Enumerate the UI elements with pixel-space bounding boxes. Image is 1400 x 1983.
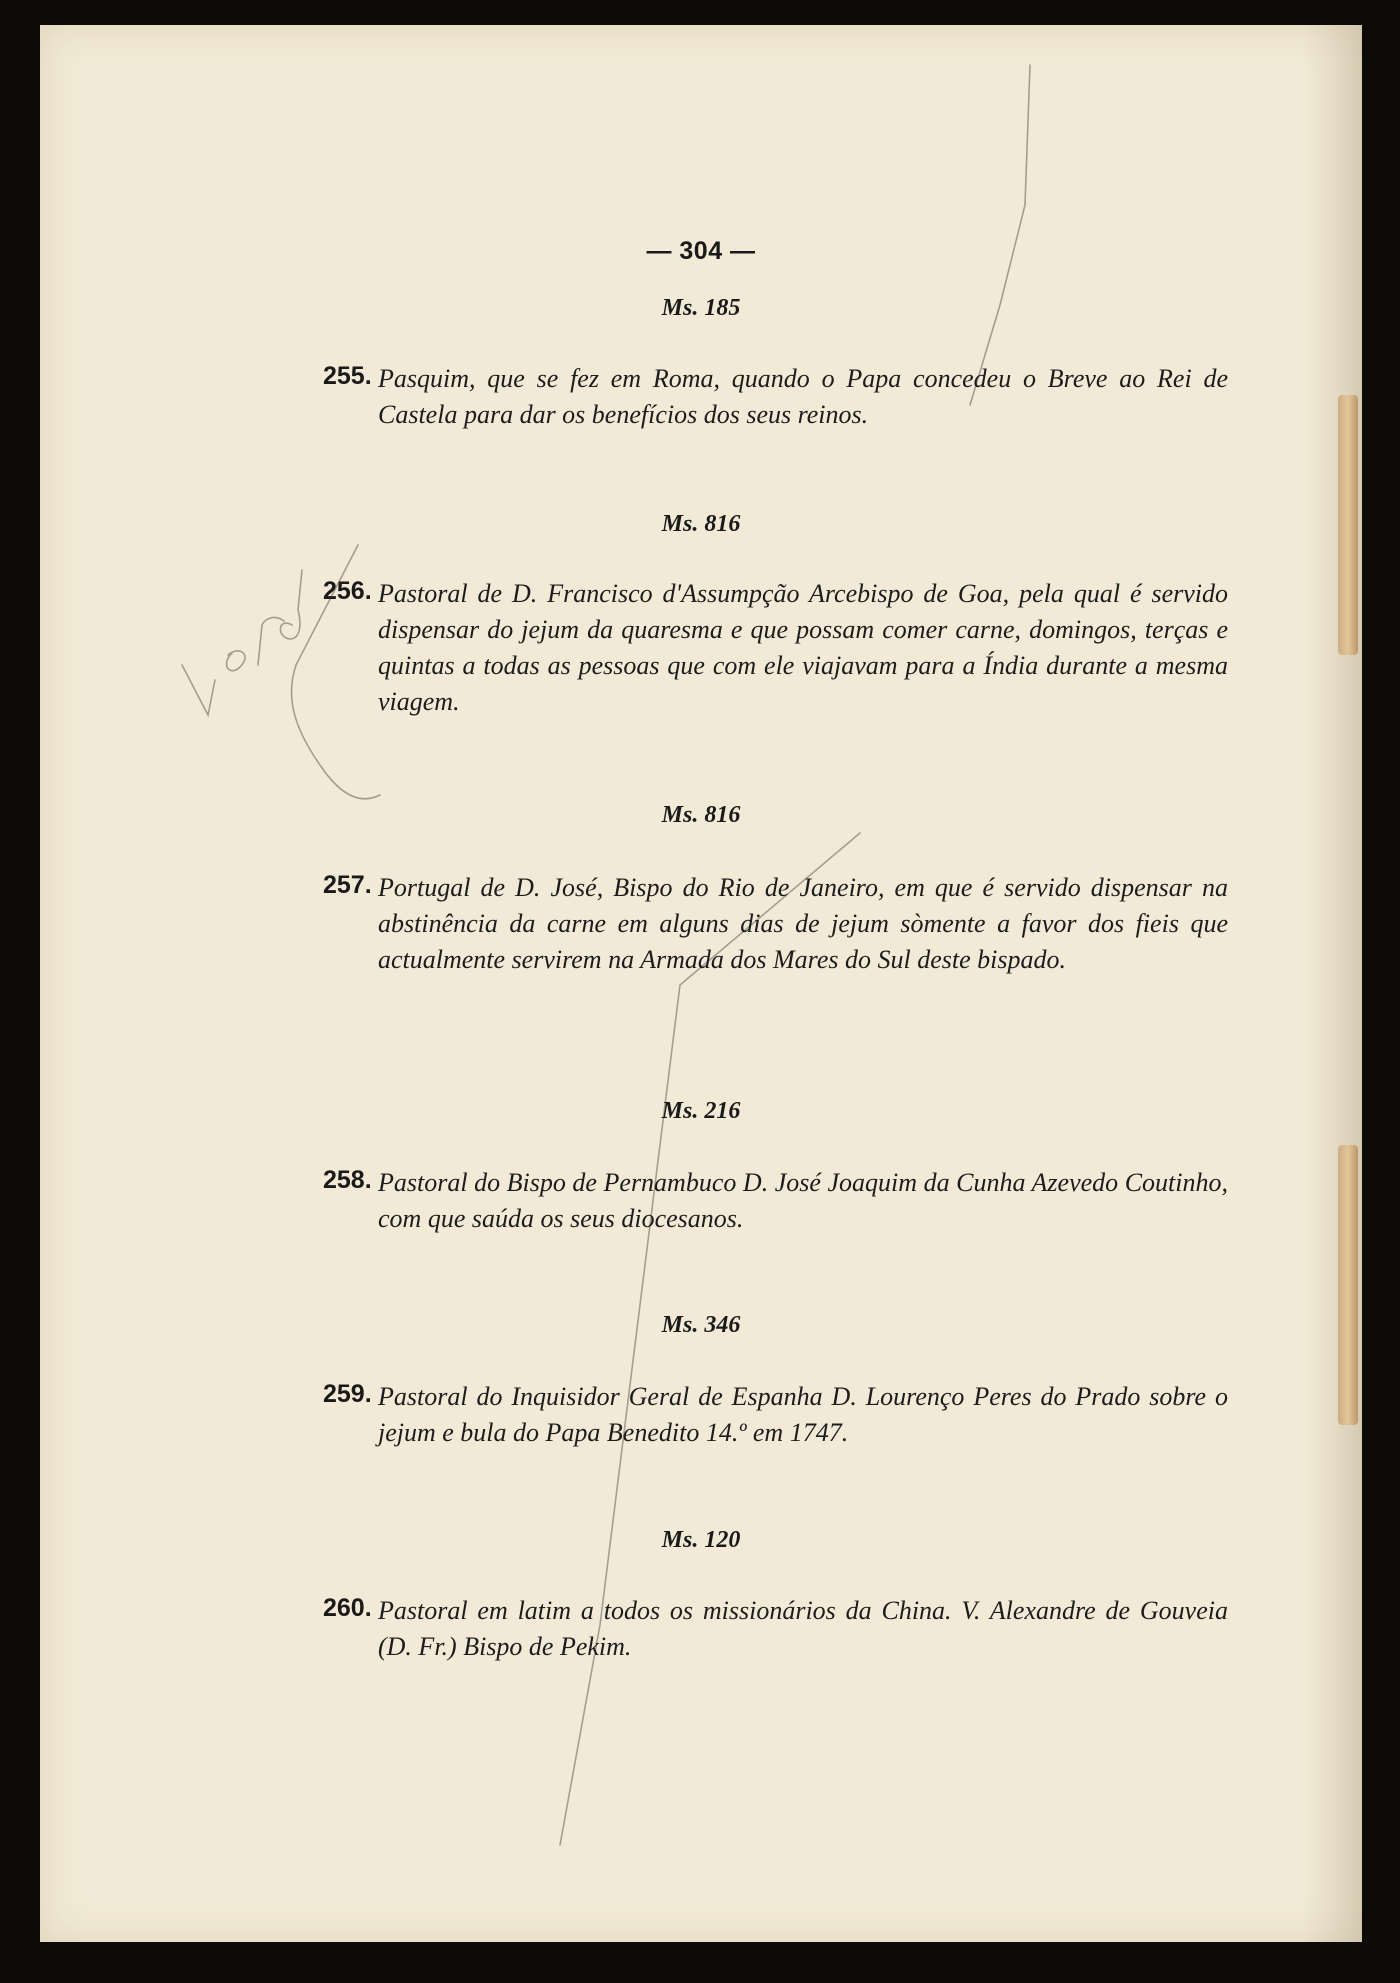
catalog-entry xyxy=(323,361,1228,433)
entry-number: 260. xyxy=(323,1594,372,1622)
entry-number: 257. xyxy=(323,871,372,899)
manuscript-label: Ms. 216 xyxy=(661,1098,741,1124)
manuscript-label: Ms. 185 xyxy=(661,295,741,321)
catalog-entry xyxy=(323,576,1228,720)
document-page xyxy=(40,25,1362,1942)
page-number: — 304 — xyxy=(646,237,756,265)
binding-tape-lower xyxy=(1338,1145,1358,1425)
catalog-entry xyxy=(323,1593,1228,1665)
entry-number: 259. xyxy=(323,1380,372,1408)
entry-number: 255. xyxy=(323,362,372,390)
manuscript-label: Ms. 346 xyxy=(661,1312,741,1338)
entry-number: 256. xyxy=(323,577,372,605)
catalog-entry xyxy=(323,870,1228,978)
manuscript-label: Ms. 816 xyxy=(661,802,741,828)
entry-text: Pastoral do Bispo de Pernambuco D. José Joaquim da Cunha Azevedo Coutinho, com que saúda os seus diocesanos. xyxy=(378,1168,1228,1233)
manuscript-label: Ms. 816 xyxy=(661,511,741,537)
manuscript-label: Ms. 120 xyxy=(661,1527,741,1553)
entry-number: 258. xyxy=(323,1166,372,1194)
entry-text: Pastoral em latim a todos os missionários da China. V. Alexandre de Gouveia (D. Fr.) Bispo de Pekim. xyxy=(378,1596,1228,1661)
entry-text: Pasquim, que se fez em Roma, quando o Papa concedeu o Breve ao Rei de Castela para dar os benefícios dos seus reinos. xyxy=(378,364,1228,429)
entry-text: Pastoral de D. Francisco d'Assumpção Arcebispo de Goa, pela qual é servido dispensar do jejum da quaresma e que possam comer carne, domingos, terças e quintas a todas as pessoas que com ele viajavam para a Índia durante a mesma viagem. xyxy=(378,579,1228,716)
catalog-entry xyxy=(323,1165,1228,1237)
catalog-entry xyxy=(323,1379,1228,1451)
entry-text: Pastoral do Inquisidor Geral de Espanha D. Lourenço Peres do Prado sobre o jejum e bula do Papa Benedito 14.º em 1747. xyxy=(378,1382,1228,1447)
entry-text: Portugal de D. José, Bispo do Rio de Janeiro, em que é servido dispensar na abstinência da carne em alguns dias de jejum sòmente a favor dos fieis que actualmente servirem na Armada dos Mares do Sul deste bispado. xyxy=(378,873,1228,974)
